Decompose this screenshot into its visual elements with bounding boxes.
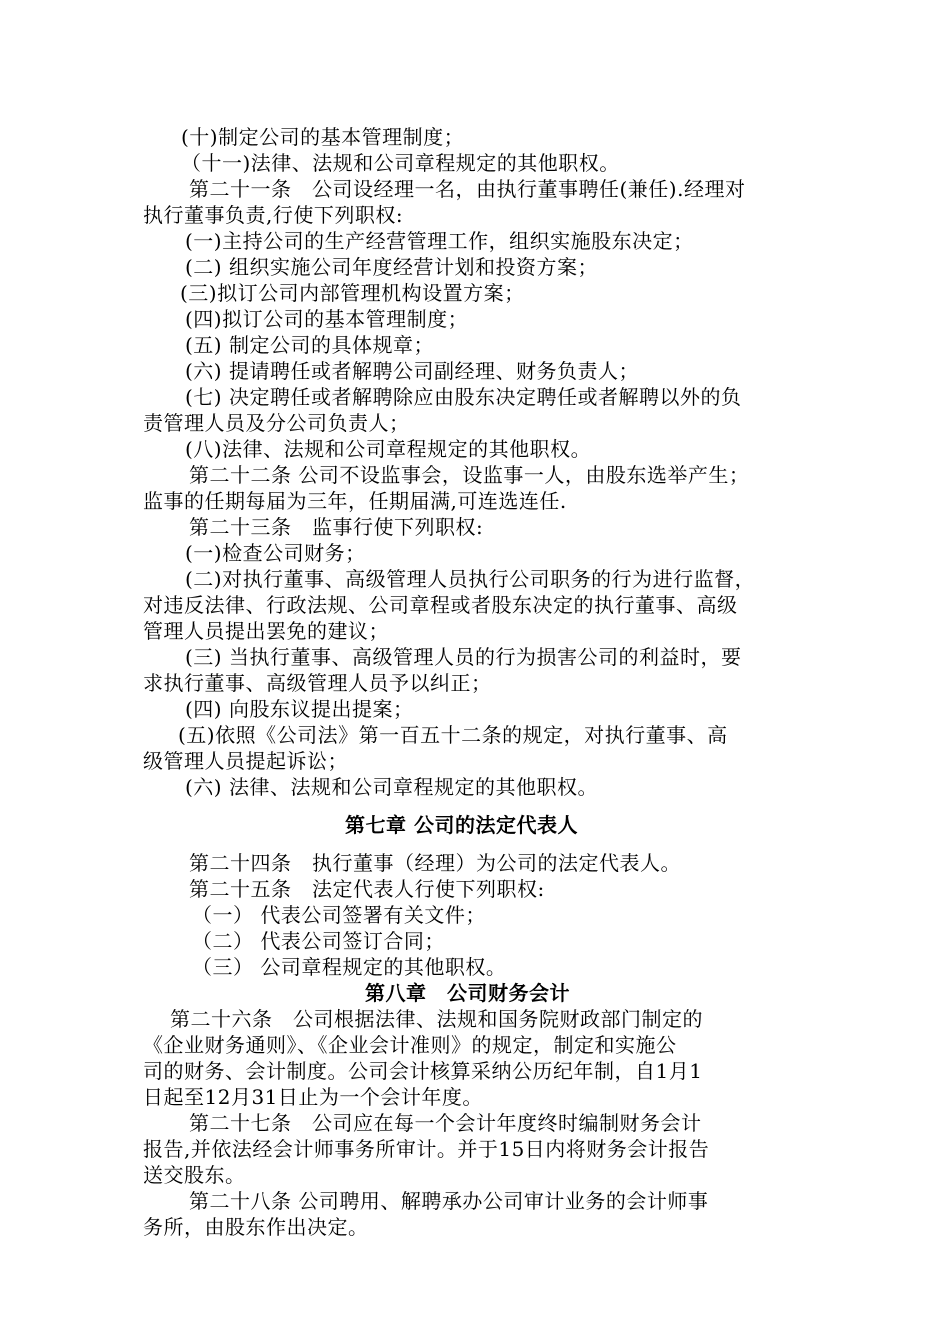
text-line: 日起至12月31日止为一个会计年度。 <box>143 1085 483 1109</box>
text-line: (二)对执行董事、高级管理人员执行公司职务的行为进行监督， <box>185 567 756 591</box>
text-line: (三)拟订公司内部管理机构设置方案； <box>180 281 525 305</box>
text-line: 《企业财务通则》、《企业会计准则》的规定，制定和实施公 <box>143 1033 677 1057</box>
text-line: 第二十三条 监事行使下列职权: <box>189 515 484 539</box>
text-line: 第二十四条 执行董事（经理）为公司的法定代表人。 <box>189 851 681 875</box>
text-line: 执行董事负责,行使下列职权: <box>143 203 404 227</box>
text-line: 责管理人员及分公司负责人； <box>143 411 410 435</box>
chapter-heading: 第八章 公司财务会计 <box>365 981 570 1005</box>
text-line: (二) 组织实施公司年度经营计划和投资方案； <box>185 255 598 279</box>
text-line: (六) 提请聘任或者解聘公司副经理、财务负责人； <box>185 359 639 383</box>
text-line: （一） 代表公司签署有关文件； <box>192 903 486 927</box>
text-line: (六) 法律、法规和公司章程规定的其他职权。 <box>185 775 598 799</box>
text-line: (四)拟订公司的基本管理制度； <box>185 307 469 331</box>
text-line: (五) 制定公司的具体规章； <box>185 333 434 357</box>
text-line: 第二十八条 公司聘用、解聘承办公司审计业务的会计师事 <box>189 1189 709 1213</box>
text-line: (一)主持公司的生产经营管理工作，组织实施股东决定； <box>185 229 694 253</box>
text-line: (五)依照《公司法》第一百五十二条的规定，对执行董事、高 <box>178 723 728 747</box>
text-line: (八)法律、法规和公司章程规定的其他职权。 <box>185 437 592 461</box>
text-line: (四) 向股东议提出提案； <box>185 697 414 721</box>
text-line: 第二十七条 公司应在每一个会计年度终时编制财务会计 <box>189 1111 702 1135</box>
text-line: 监事的任期每届为三年，任期届满,可连选连任. <box>143 489 567 513</box>
text-line: 对违反法律、行政法规、公司章程或者股东决定的执行董事、高级 <box>143 593 738 617</box>
text-line: (七) 决定聘任或者解聘除应由股东决定聘任或者解聘以外的负 <box>185 385 742 409</box>
text-line: 务所，由股东作出决定。 <box>143 1215 369 1239</box>
text-line: 第二十六条 公司根据法律、法规和国务院财政部门制定的 <box>170 1007 703 1031</box>
text-line: 报告,并依法经会计师事务所审计。并于15日内将财务会计报告 <box>143 1137 710 1161</box>
text-line: 管理人员提出罢免的建议； <box>143 619 389 643</box>
text-line: （二） 代表公司签订合同； <box>192 929 445 953</box>
text-line: 第二十一条 公司设经理一名，由执行董事聘任(兼任).经理对 <box>189 177 746 201</box>
text-line: （十一)法律、法规和公司章程规定的其他职权。 <box>181 151 620 175</box>
text-line: 司的财务、会计制度。公司会计核算采纳公历纪年制，自1月1 <box>143 1059 703 1083</box>
text-line: （三） 公司章程规定的其他职权。 <box>192 955 507 979</box>
text-line: (一)检查公司财务； <box>185 541 366 565</box>
text-line: (十)制定公司的基本管理制度； <box>181 125 465 149</box>
text-line: 第二十二条 公司不设监事会，设监事一人，由股东选举产生； <box>189 463 750 487</box>
chapter-heading: 第七章 公司的法定代表人 <box>345 813 578 837</box>
text-line: 级管理人员提起诉讼； <box>143 749 348 773</box>
text-line: 送交股东。 <box>143 1163 246 1187</box>
text-line: 第二十五条 法定代表人行使下列职权: <box>189 877 545 901</box>
text-line: (三) 当执行董事、高级管理人员的行为损害公司的利益时，要 <box>185 645 742 669</box>
text-line: 求执行董事、高级管理人员予以纠正； <box>143 671 492 695</box>
